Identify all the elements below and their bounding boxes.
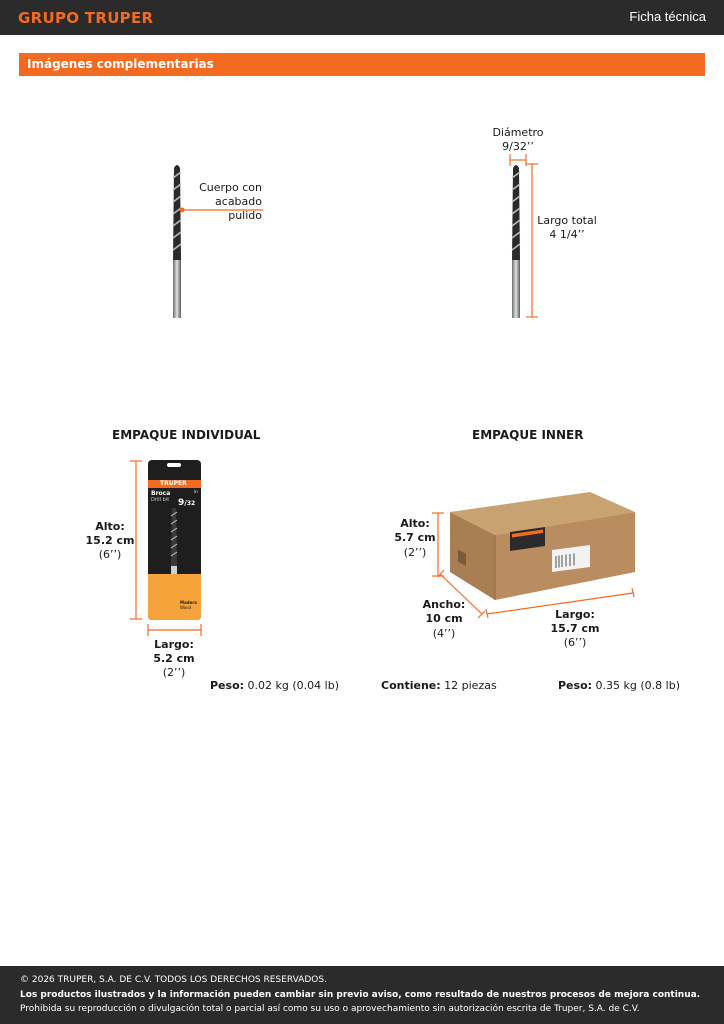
diameter-label: Diámetro <box>492 126 544 139</box>
inner-length-value: 15.7 cm <box>550 622 600 635</box>
inner-height-label: Alto: <box>400 517 430 530</box>
individual-height-value: 15.2 cm <box>85 534 135 547</box>
length-value: 4 1/4’’ <box>549 228 585 241</box>
inner-height-imperial: (2’’) <box>403 546 427 559</box>
package-product: Broca <box>151 490 171 497</box>
footer-notice: Los productos ilustrados y la información pueden cambiar sin previo aviso, como resultado de nuestros procesos de mejora continua. <box>20 990 701 1000</box>
top-bar <box>0 0 724 35</box>
individual-package-title: EMPAQUE INDIVIDUAL <box>112 428 261 442</box>
package-size-denominator: 32 <box>186 500 196 507</box>
package-hang-slot <box>167 463 181 467</box>
package-size-slash: / <box>184 499 187 507</box>
inner-width-imperial: (4’’) <box>432 627 456 640</box>
package-material: Madera <box>180 600 197 605</box>
individual-height-label: Alto: <box>95 520 125 533</box>
individual-height-imperial: (6’’) <box>98 548 122 561</box>
finish-callout-line1: Cuerpo con <box>199 181 262 194</box>
inner-height-value: 5.7 cm <box>394 531 436 544</box>
inner-package-title: EMPAQUE INNER <box>472 428 584 442</box>
footer-copyright: © 2026 TRUPER, S.A. DE C.V. TODOS LOS DERECHOS RESERVADOS. <box>20 975 327 985</box>
inner-width-value: 10 cm <box>425 612 463 625</box>
individual-width-label: Largo: <box>154 638 194 651</box>
individual-weight-label: Peso: <box>210 679 245 692</box>
inner-length-label: Largo: <box>555 608 595 621</box>
package-product-en: Drill bit <box>151 497 170 503</box>
individual-width-dimension <box>147 624 202 636</box>
inner-weight-value: 0.35 kg (0.8 lb) <box>595 679 680 692</box>
footer <box>0 966 724 1024</box>
individual-width-value: 5.2 cm <box>153 652 195 665</box>
individual-width-imperial: (2’’) <box>162 666 186 679</box>
inner-contents <box>381 679 497 693</box>
individual-package-image <box>148 460 201 620</box>
finish-callout-line2: acabado pulido <box>215 195 262 222</box>
footer-legal: Prohibida su reproducción o divulgación total o parcial así como su uso o aprovechamiento sin autorización escrita de Truper, S.A. de C.V. <box>20 1004 640 1014</box>
brand-logo: GRUPO TRUPER <box>18 9 154 27</box>
section-header <box>19 53 705 76</box>
document-type: Ficha técnica <box>629 9 706 24</box>
section-title: Imágenes complementarias <box>27 57 214 71</box>
package-brand: TRUPER <box>160 480 187 487</box>
inner-contents-label: Contiene: <box>381 679 441 692</box>
length-label: Largo total <box>537 214 597 227</box>
individual-weight-value: 0.02 kg (0.04 lb) <box>247 679 339 692</box>
inner-weight <box>558 679 680 693</box>
package-material-en: Wood <box>180 605 192 610</box>
package-bottom-band <box>148 574 201 620</box>
inner-contents-value: 12 piezas <box>444 679 497 692</box>
inner-length-imperial: (6’’) <box>563 636 587 649</box>
inner-width-label: Ancho: <box>422 598 466 611</box>
package-brand-band <box>148 480 201 488</box>
package-unit: in <box>194 489 198 494</box>
package-size-numerator: 9 <box>178 498 185 508</box>
inner-weight-label: Peso: <box>558 679 593 692</box>
individual-weight <box>210 679 339 693</box>
diameter-value: 9/32’’ <box>502 140 534 153</box>
